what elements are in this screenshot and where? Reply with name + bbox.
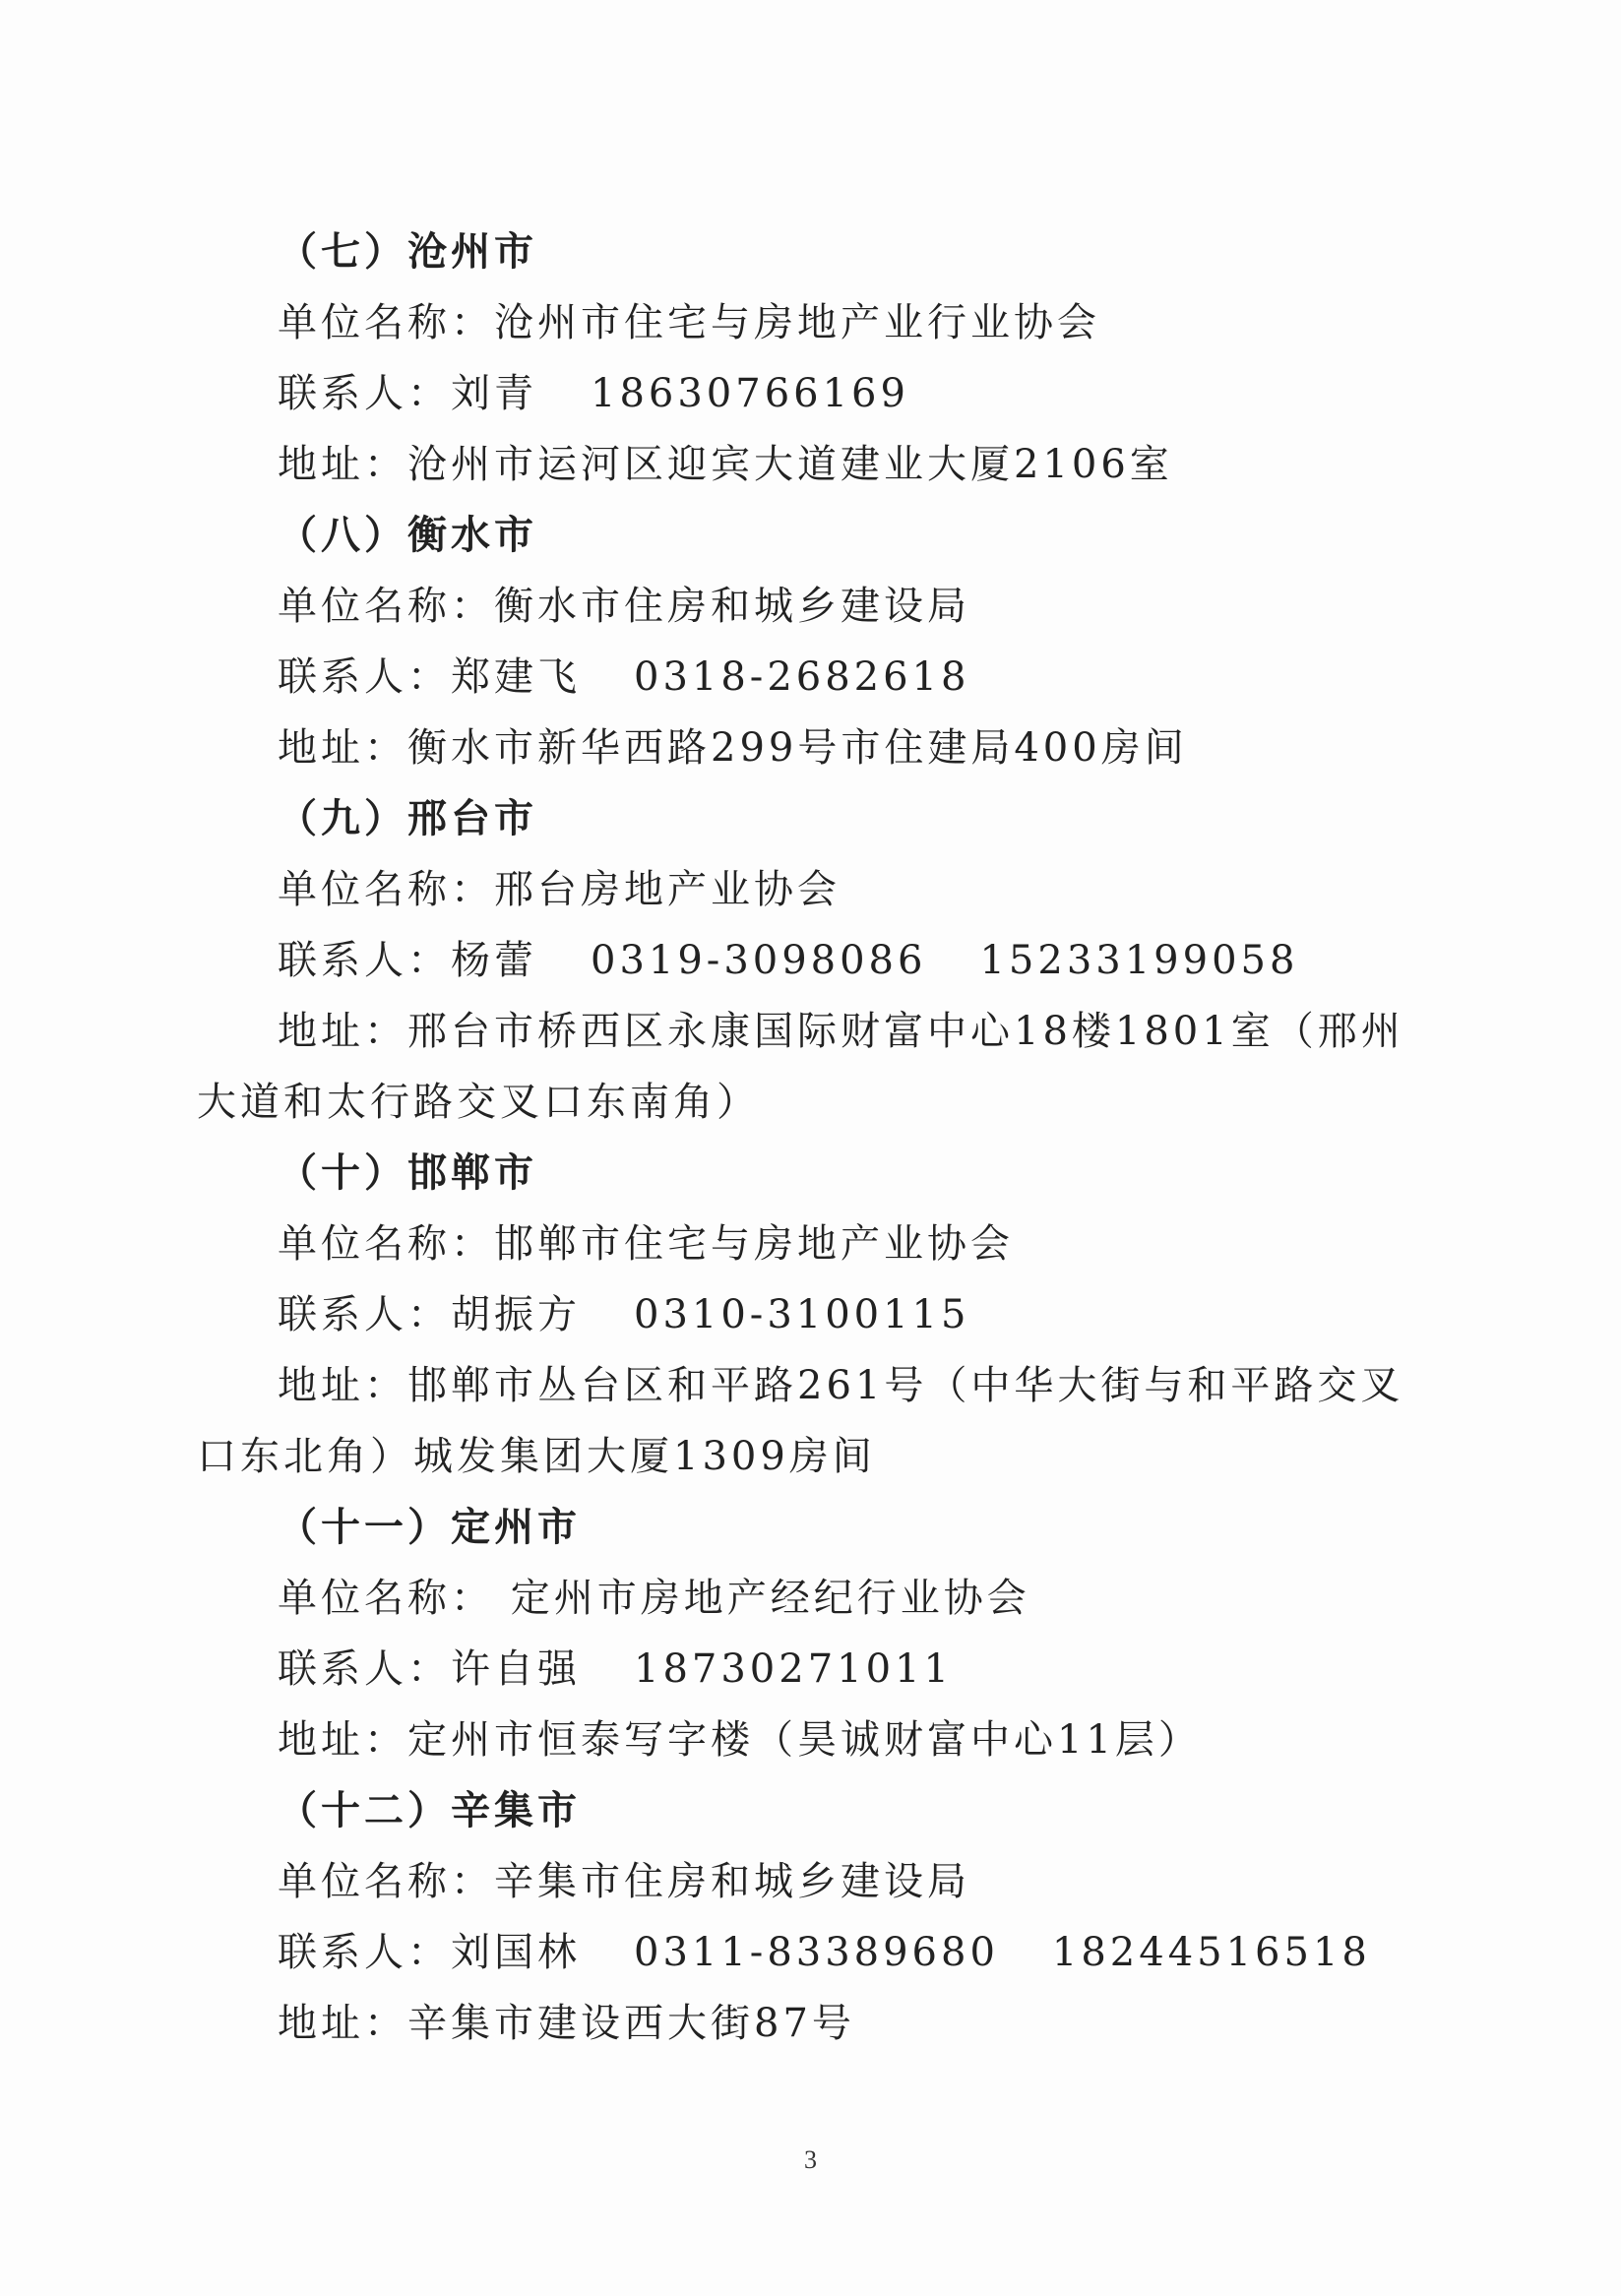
section-heading-hengshui: （八）衡水市 <box>278 512 537 558</box>
section-heading-cangzhou: （七）沧州市 <box>278 228 537 275</box>
document-body <box>197 217 1437 2059</box>
section-heading-handan: （十）邯郸市 <box>278 1149 537 1196</box>
phone-number: 0311-83389680 <box>634 1930 999 1975</box>
contact-hengshui <box>197 642 1437 713</box>
unit-name-xingtai: 单位名称：邢台房地产业协会 <box>278 867 841 912</box>
contact-person: 联系人：郑建飞 <box>278 654 581 700</box>
section-heading-xinji: （十二）辛集市 <box>278 1787 581 1833</box>
contact-person: 联系人：胡振方 <box>278 1292 581 1337</box>
contact-handan <box>197 1279 1437 1350</box>
phone-number: 0318-2682618 <box>634 654 970 700</box>
unit-name-xinji: 单位名称：辛集市住房和城乡建设局 <box>278 1859 970 1904</box>
address-xingtai: 地址：邢台市桥西区永康国际财富中心18楼1801室（邢州大道和太行路交叉口东南角） <box>197 1009 1404 1125</box>
section-heading-dingzhou: （十一）定州市 <box>278 1504 581 1550</box>
address-cangzhou: 地址：沧州市运河区迎宾大道建业大厦2106室 <box>278 442 1173 487</box>
page-number: 3 <box>804 2145 817 2174</box>
contact-person: 联系人：许自强 <box>278 1646 581 1692</box>
section-heading-xingtai: （九）邢台市 <box>278 795 537 841</box>
unit-name-dingzhou: 单位名称： 定州市房地产经纪行业协会 <box>278 1576 1030 1621</box>
phone-number: 18244516518 <box>1051 1930 1371 1975</box>
contact-person: 联系人：刘国林 <box>278 1930 581 1975</box>
contact-xingtai <box>197 925 1437 996</box>
unit-name-handan: 单位名称：邯郸市住宅与房地产业协会 <box>278 1221 1014 1267</box>
unit-name-cangzhou: 单位名称：沧州市住宅与房地产业行业协会 <box>278 300 1100 345</box>
phone-number: 0310-3100115 <box>634 1292 970 1337</box>
phone-number: 18730271011 <box>634 1646 953 1692</box>
contact-person: 联系人：刘青 <box>278 371 537 416</box>
contact-person: 联系人：杨蕾 <box>278 938 537 983</box>
contact-cangzhou <box>197 358 1437 429</box>
phone-number: 15233199058 <box>979 938 1299 983</box>
phone-number: 0319-3098086 <box>591 938 927 983</box>
address-xinji: 地址：辛集市建设西大街87号 <box>278 2001 855 2046</box>
address-handan: 地址：邯郸市丛台区和平路261号（中华大街与和平路交叉口东北角）城发集团大厦1309房间 <box>197 1363 1404 1479</box>
address-hengshui: 地址：衡水市新华西路299号市住建局400房间 <box>278 725 1188 771</box>
phone-number: 18630766169 <box>591 371 909 416</box>
unit-name-hengshui: 单位名称：衡水市住房和城乡建设局 <box>278 584 970 629</box>
contact-xinji <box>197 1917 1437 1988</box>
address-dingzhou: 地址：定州市恒泰写字楼（昊诚财富中心11层） <box>278 1717 1202 1763</box>
contact-dingzhou <box>197 1634 1437 1705</box>
